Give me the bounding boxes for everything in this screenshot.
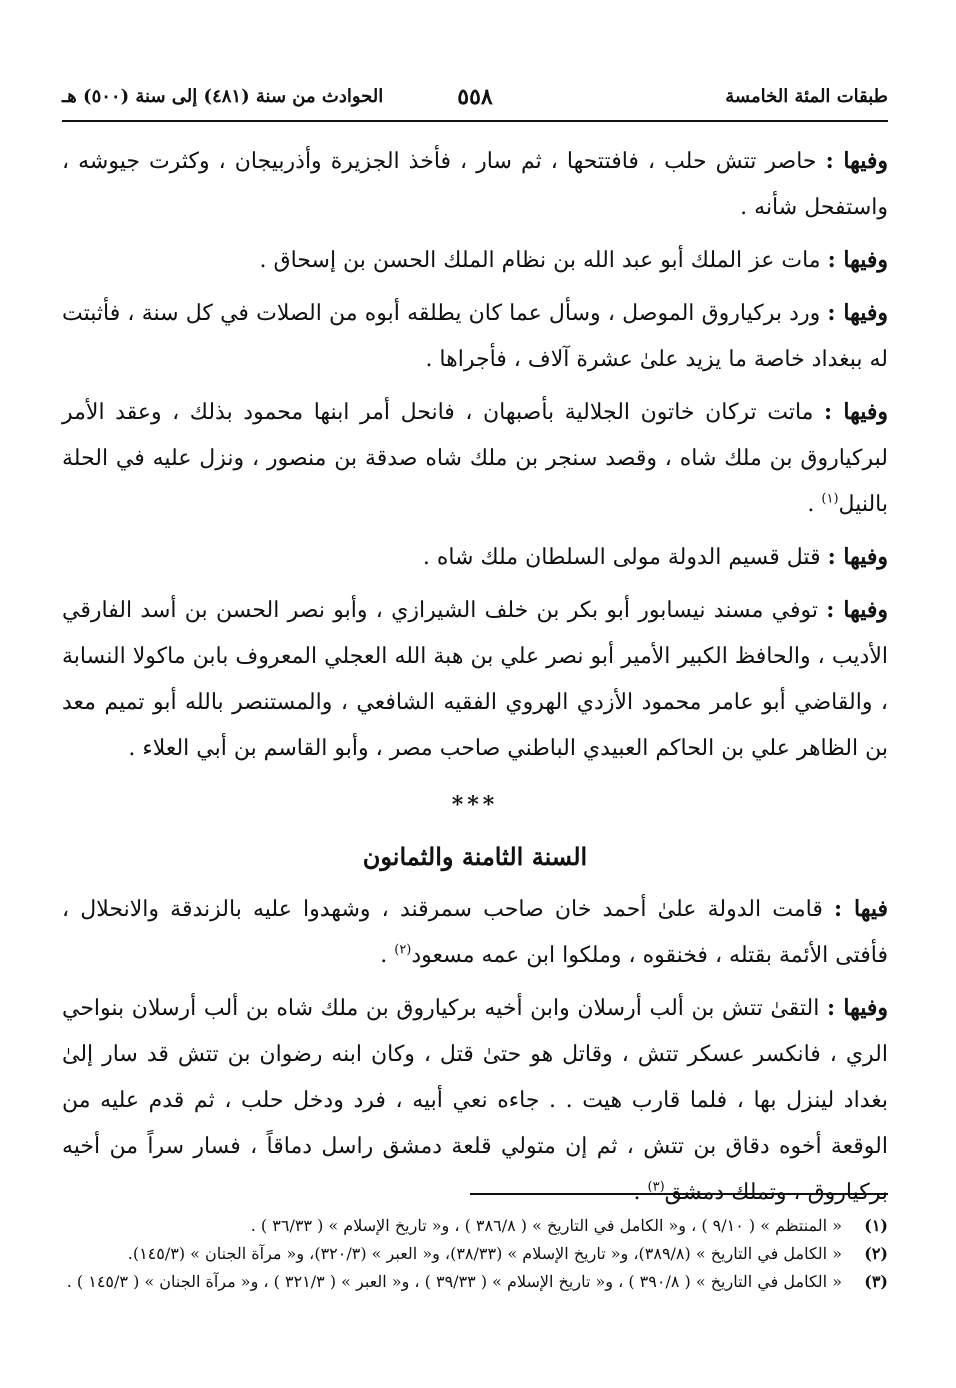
paragraph-lead: وفيها : [827, 247, 888, 273]
footnote-number: (١) [864, 1216, 888, 1235]
paragraph-lead: وفيها : [824, 399, 888, 425]
paragraph-tail: . [807, 492, 822, 517]
footnote-number: (٢) [864, 1244, 888, 1263]
paragraph-lead: وفيها : [827, 544, 888, 570]
paragraph-lead: وفيها : [826, 597, 888, 623]
section-separator: *** [451, 792, 499, 818]
paragraph-text: قامت الدولة علىٰ أحمد خان صاحب سمرقند ، وشهدوا عليه بالزندقة والانحلال ، فأفتى الأئمة بقتله ، فخنقوه ، وملكوا ابن عمه مسعود [62, 897, 888, 968]
running-head-section: الحوادث من سنة (٤٨١) إلى سنة (٥٠٠) هـ [62, 86, 384, 107]
footnote-number: (٣) [864, 1272, 888, 1291]
footnotes [62, 1212, 888, 1296]
footnote-ref[interactable]: (٣) [647, 1179, 665, 1195]
paragraph [62, 389, 888, 528]
section-title: السنة الثامنة والثمانون [362, 842, 588, 871]
footnote-text: « المنتظم » ( ٩/١٠ ) ، و« الكامل في التاريخ » ( ٣٨٦/٨ ) ، و« تاريخ الإسلام » ( ٣٦/٣٣ ) . [250, 1216, 842, 1235]
header-rule [62, 120, 888, 122]
paragraph-tail: . [633, 1180, 648, 1205]
page-header [62, 86, 888, 116]
running-head-book-title: طبقات المئة الخامسة [725, 86, 888, 107]
paragraph-text: قتل قسيم الدولة مولى السلطان ملك شاه . [422, 545, 828, 570]
paragraph-tail: . [380, 943, 395, 968]
paragraph [62, 534, 888, 581]
paragraph [62, 886, 888, 979]
footnote-ref[interactable]: (٢) [394, 942, 412, 958]
paragraph-text: ورد بركياروق الموصل ، وسأل عما كان يطلقه أبوه من الصلات في كل سنة ، فأثبتت له ببغداد خاصة ما يزيد علىٰ عشرة آلاف ، فأجراها . [62, 301, 888, 372]
paragraph-text: توفي مسند نيسابور أبو بكر بن خلف الشيرازي ، وأبو نصر الحسن بن أسد الفارقي الأديب ، والحافظ الكبير الأمير أبو نصر علي بن هبة الله العجلي المعروف بابن ماكولا النسابة ، والقاضي أبو عامر محمود الأزدي الهروي الفقيه الشافعي ، والمستنصر بالله أبو تميم معد بن الظاهر علي بن الحاكم العبيدي الباطني صاحب مصر ، وأبو القاسم بن أبي العلاء . [62, 598, 888, 761]
paragraph-text: التقىٰ تتش بن ألب أرسلان وابن أخيه بركياروق بن ملك شاه بن ألب أرسلان بنواحي الري ، فانكسر عسكر تتش ، وقاتل هو حتىٰ قتل ، وكان ابنه رضوان بن تتش قد سار إلىٰ بغداد لينزل بها ، فلما قارب هيت . . جاءه نعي أبيه ، فرد ودخل حلب ، ثم قدم عليه من الوقعة أخوه دقاق بن تتش ، ثم إن متولي قلعة دمشق راسل دماقاً ، فسار سراً من أخيه بركياروق ، وتملك دمشق [62, 996, 888, 1205]
paragraph-text: ماتت تركان خاتون الجلالية بأصبهان ، فانحل أمر ابنها محمود بذلك ، وعقد الأمر لبركياروق بن ملك شاه ، وقصد سنجر بن ملك شاه صدقة بن منصور ، ونزل عليه في الحلة بالنيل [62, 400, 888, 517]
footnote-text: « الكامل في التاريخ » ( ٣٩٠/٨ ) ، و« تاريخ الإسلام » ( ٣٩/٣٣ ) ، و« العبر » ( ٣٢١/٣ ) ، و« مرآة الجنان » ( ١٤٥/٣ ) . [66, 1272, 842, 1291]
footnote [62, 1212, 888, 1240]
page-number: ٥٥٨ [457, 84, 493, 110]
footnote [62, 1268, 888, 1296]
paragraph-text: مات عز الملك أبو عبد الله بن نظام الملك الحسن بن إسحاق . [259, 248, 828, 273]
paragraph-lead: وفيها : [826, 995, 888, 1021]
paragraph-text: حاصر تتش حلب ، فافتتحها ، ثم سار ، فأخذ الجزيرة وأذربيجان ، وكثرت جيوشه ، واستفحل شأنه . [62, 149, 888, 220]
footnote [62, 1240, 888, 1268]
paragraph [62, 985, 888, 1216]
paragraph-lead: وفيها : [825, 148, 888, 174]
footnote-ref[interactable]: (١) [821, 491, 839, 507]
paragraph [62, 138, 888, 231]
paragraph [62, 587, 888, 772]
paragraph [62, 290, 888, 383]
footnote-text: « الكامل في التاريخ » (٣٨٩/٨)، و« تاريخ الإسلام » (٣٨/٣٣)، و« العبر » (٣٢٠/٣)، و« مرآة الجنان » (١٤٥/٣). [127, 1244, 842, 1263]
paragraph-lead: وفيها : [827, 300, 889, 326]
main-text [62, 138, 888, 1222]
paragraph-lead: فيها : [834, 896, 888, 922]
paragraph [62, 237, 888, 284]
footnote-rule [470, 1193, 888, 1195]
